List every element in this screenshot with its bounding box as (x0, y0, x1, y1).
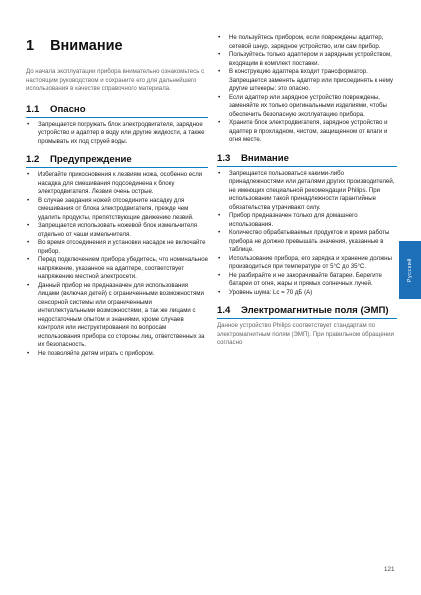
list-item: • В конструкцию адаптера входит трансформатор. Запрещается заменять адаптер или присоединять к нему другие штекеры: это опасно. (217, 68, 397, 94)
list-item: • Перед подключением прибора убедитесь, что номинальное напряжение, указанное на адаптере, соответствует напряжению местной электросети. (26, 256, 208, 282)
list-item: • Данный прибор не предназначен для использования лицами (включая детей) с ограниченными возможностями сенсорной системы или ограниченными интеллектуальными возможностями, а так же лицами с недостаточным опытом и знаниями, кроме случаев контроля или инструктирования по вопросам использования прибора со стороны лиц, ответственных за их безопасность. (26, 282, 208, 350)
section-warning (26, 154, 208, 358)
page-number: 121 (384, 566, 395, 573)
section-1-title: Внимание (50, 38, 123, 54)
intro-paragraph: До начала эксплуатации прибора внимательно ознакомьтесь с настоящим руководством и сохраните его для дальнейшего использования в качестве справочного материала. (26, 68, 205, 93)
language-tab (399, 241, 421, 299)
danger-list (26, 121, 208, 147)
emf-paragraph: Данное устройство Philips соответствует стандартам по электромагнитным полям (ЭМП). При правильном обращении согласно (217, 322, 394, 347)
section-1-1-heading (26, 104, 208, 118)
section-1-1-title: Опасно (50, 103, 86, 115)
list-item: • Уровень шума: Lc = 70 дБ (A) (217, 289, 397, 298)
list-item: • Храните блок электродвигателя, зарядное устройство и адаптер в прохладном, чистом, защищенном от влаги и огня месте. (217, 119, 397, 145)
section-1-4-number: 1.4 (217, 305, 231, 316)
list-item: • В случае заедания ножей отсоедините насадку для смешивания от блока электродвигателя, прежде чем удалить продукты, препятствующие движению лезвий. (26, 197, 208, 223)
list-item: • Количество обрабатываемых продуктов и время работы прибора не должно превышать значения, указанные в таблице. (217, 229, 397, 255)
section-1-3-title: Внимание (241, 152, 289, 164)
list-item: • Не разбирайте и не закорачивайте батареи. Берегите батареи от огня, жары и прямых солнечных лучей. (217, 272, 397, 289)
section-1-3-number: 1.3 (217, 152, 231, 164)
list-item: • Запрещается погружать блок электродвигателя, зарядное устройство и адаптер в воду или другие жидкости, а также промывать их под струей воды. (26, 121, 208, 147)
list-item: • Избегайте прикосновения к лезвиям ножа, особенно если насадка для смешивания подсоединена к блоку электродвигателя. Лезвия очень острые. (26, 171, 208, 197)
section-1-2-title: Предупреждение (50, 154, 132, 166)
section-1-3-heading (217, 153, 397, 167)
warning-list-continued (217, 34, 397, 145)
list-item: • Если адаптер или зарядное устройство повреждены, заменяйте их только оригинальными изделиями, чтобы обеспечить безопасную эксплуатацию прибора. (217, 94, 397, 120)
section-1-1-number: 1.1 (26, 103, 40, 115)
list-item: • Использование прибора, его зарядка и хранение должны производиться при температуре от 5°C до 35°C. (217, 255, 397, 272)
section-1-number: 1 (26, 38, 35, 54)
caution-list (217, 170, 397, 298)
list-item: • Пользуйтесь только адаптером и зарядным устройством, входящим в комплект поставки. (217, 51, 397, 68)
left-column (26, 38, 208, 366)
list-item: • Запрещается пользоваться какими-либо принадлежностями или деталями других производителей, не имеющих специальной рекомендации Philips. При использовании такой принадлежности гарантийные обязательства утрачивают силу. (217, 170, 397, 213)
section-1-4-heading (217, 305, 397, 319)
section-1-4-title: Электромагнитные поля (ЭМП) (241, 305, 389, 316)
section-emf (217, 305, 397, 348)
list-item: • Запрещается использовать ножевой блок измельчителя отдельно от чаши измельчителя. (26, 222, 208, 239)
language-tab-label: Русский (407, 257, 413, 283)
section-1-2-heading (26, 154, 208, 168)
section-danger (26, 104, 208, 147)
list-item: • Во время отсоединения и установки насадок не включайте прибор. (26, 239, 208, 256)
list-item: • Не позволяйте детям играть с прибором. (26, 350, 208, 359)
list-item: • Не пользуйтесь прибором, если повреждены адаптер, сетевой шнур, зарядное устройство, или сам прибор. (217, 34, 397, 51)
right-column (217, 34, 397, 356)
section-1-2-number: 1.2 (26, 154, 40, 166)
warning-list (26, 171, 208, 358)
section-caution (217, 153, 397, 298)
list-item: • Прибор предназначен только для домашнего использования. (217, 212, 397, 229)
section-1-heading (26, 38, 208, 54)
